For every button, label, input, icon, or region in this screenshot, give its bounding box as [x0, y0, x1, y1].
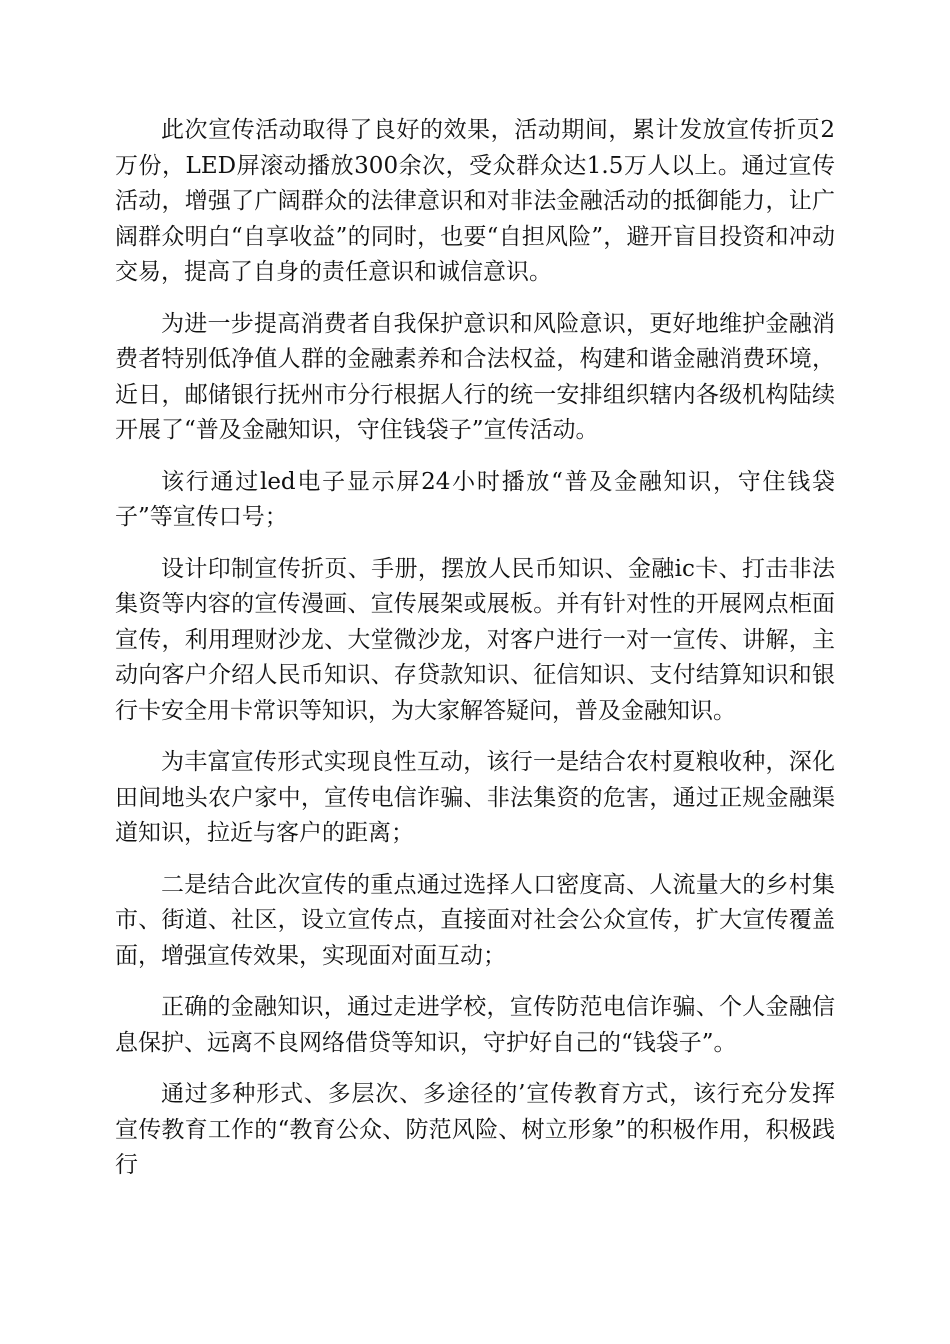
paragraph-education-methods: 通过多种形式、多层次、多途径的’宣传教育方式，该行充分发挥宣传教育工作的“教育公众、防范风险、树立形象”的积极作用，积极践行: [115, 1081, 835, 1178]
paragraph-campaign-intro: 为进一步提高消费者自我保护意识和风险意识，更好地维护金融消费者特别低净值人群的金融素养和合法权益，构建和谐金融消费环境，近日，邮储银行抚州市分行根据人行的统一安排组织辖内各级机构陆续开展了“普及金融知识，守住钱袋子”宣传活动。: [115, 310, 835, 443]
paragraph-printed-materials: 设计印制宣传折页、手册，摆放人民币知识、金融ic卡、打击非法集资等内容的宣传漫画、宣传展架或展板。并有针对性的开展网点柜面宣传，利用理财沙龙、大堂微沙龙，对客户进行一对一宣传、讲解，主动向客户介绍人民币知识、存贷款知识、征信知识、支付结算知识和银行卡安全用卡常识等知识，为大家解答疑问，普及金融知识。: [115, 555, 835, 724]
paragraph-led-display: 该行通过led电子显示屏24小时播放“普及金融知识，守住钱袋子”等宣传口号；: [115, 468, 835, 530]
paragraph-school-outreach: 正确的金融知识，通过走进学校，宣传防范电信诈骗、个人金融信息保护、远离不良网络借贷等知识，守护好自己的“钱袋子”。: [115, 994, 835, 1056]
document-body: [115, 113, 835, 1200]
paragraph-public-venues: 二是结合此次宣传的重点通过选择人口密度高、人流量大的乡村集市、街道、社区，设立宣传点，直接面对社会公众宣传，扩大宣传覆盖面，增强宣传效果，实现面对面互动；: [115, 871, 835, 969]
paragraph-rural-outreach: 为丰富宣传形式实现良性互动，该行一是结合农村夏粮收种，深化田间地头农户家中，宣传电信诈骗、非法集资的危害，通过正规金融渠道知识，拉近与客户的距离；: [115, 749, 835, 846]
paragraph-campaign-results: 此次宣传活动取得了良好的效果，活动期间，累计发放宣传折页2万份，LED屏滚动播放300余次，受众群众达1.5万人以上。通过宣传活动，增强了广阔群众的法律意识和对非法金融活动的抵御能力，让广阔群众明白“自享收益”的同时，也要“自担风险”，避开盲目投资和冲动交易，提高了自身的责任意识和诚信意识。: [115, 117, 835, 285]
